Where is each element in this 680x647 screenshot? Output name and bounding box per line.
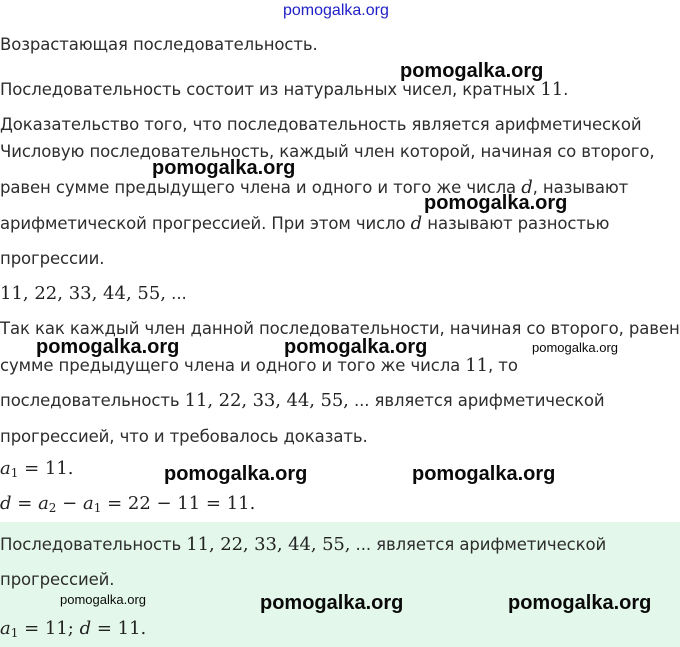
sequence-line — [0, 283, 187, 304]
a1-rhs: = 11. — [18, 458, 74, 479]
watermark-top: pomogalka.org — [283, 2, 389, 19]
definition-line-3 — [0, 213, 609, 234]
since-line3-prefix: последовательность — [0, 391, 185, 410]
d-a1: a — [82, 493, 94, 514]
definition-line-4: прогрессии. — [0, 249, 105, 268]
d-sub1: 1 — [93, 501, 102, 515]
answer-prefix: Последовательность — [0, 535, 187, 554]
d-a2: a — [38, 493, 49, 514]
answer-ellipsis: ... — [350, 535, 371, 554]
d-eq: = — [11, 493, 39, 514]
natural-suffix: . — [563, 80, 569, 99]
watermark: pomogalka.org — [36, 336, 180, 358]
since-line2-suffix: , то — [488, 356, 518, 375]
answer-final — [0, 618, 146, 639]
heading: Возрастающая последовательность. — [0, 35, 318, 54]
natural-prefix: Последовательность состоит из натуральных чисел, кратных — [0, 80, 541, 99]
watermark: pomogalka.org — [284, 336, 428, 358]
sequence-math: 11, 22, 33, 44, 55, — [0, 283, 167, 304]
a1-equation — [0, 458, 74, 479]
since-number: 11 — [465, 355, 489, 376]
d-minus: − — [56, 493, 83, 514]
watermark: pomogalka.org — [164, 463, 308, 485]
final-end: = 11. — [91, 618, 147, 639]
def-line3-prefix: арифметической прогрессией. При этом число — [0, 214, 411, 233]
def-variable-2: d — [410, 213, 423, 234]
answer-sequence: 11, 22, 33, 44, 55, — [186, 534, 351, 555]
natural-number: 11 — [540, 79, 564, 100]
watermark-small: pomogalka.org — [532, 340, 618, 355]
answer-line-2: прогрессией. — [0, 570, 115, 589]
final-d: d — [79, 618, 92, 639]
d-rest: = 22 − 11 = 11. — [101, 493, 256, 514]
answer-line-1 — [0, 534, 606, 555]
def-line2-suffix: , называют — [532, 178, 629, 197]
watermark: pomogalka.org — [260, 592, 404, 614]
watermark: pomogalka.org — [424, 192, 568, 214]
a1-subscript: 1 — [10, 466, 19, 480]
definition-line-1: Числовую последовательность, каждый член которой, начиная со второго, — [0, 142, 655, 161]
since-ellipsis: ... — [348, 391, 370, 410]
since-line-3 — [0, 390, 604, 411]
final-mid: = 11; — [18, 618, 80, 639]
sequence-ellipsis: ... — [166, 284, 187, 303]
watermark: pomogalka.org — [400, 60, 544, 82]
d-equation — [0, 493, 255, 514]
watermark: pomogalka.org — [508, 592, 652, 614]
answer-suffix: является арифметической — [371, 535, 607, 554]
a1-symbol: a — [0, 458, 11, 479]
since-line-1: Так как каждый член данной последовательности, начиная со второго, равен — [0, 319, 680, 338]
since-line3-suffix: является арифметической — [369, 391, 605, 410]
since-sequence: 11, 22, 33, 44, 55, — [184, 390, 349, 411]
d-symbol: d — [0, 493, 12, 514]
d-sub2: 2 — [48, 501, 57, 515]
watermark: pomogalka.org — [152, 157, 296, 179]
proof-title: Доказательство того, что последовательность является арифметической — [0, 115, 642, 134]
def-line3-suffix: называют разностью — [422, 214, 610, 233]
since-line2-prefix: сумме предыдущего члена и одного и того же числа — [0, 356, 466, 375]
watermark-small: pomogalka.org — [60, 592, 146, 607]
watermark: pomogalka.org — [412, 463, 556, 485]
since-line-4: прогрессией, что и требовалось доказать. — [0, 427, 368, 446]
def-line2-prefix: равен сумме предыдущего члена и одного и того же числа — [0, 178, 522, 197]
def-variable: d — [521, 177, 533, 198]
final-a: a — [0, 618, 11, 639]
final-sub: 1 — [10, 626, 19, 640]
